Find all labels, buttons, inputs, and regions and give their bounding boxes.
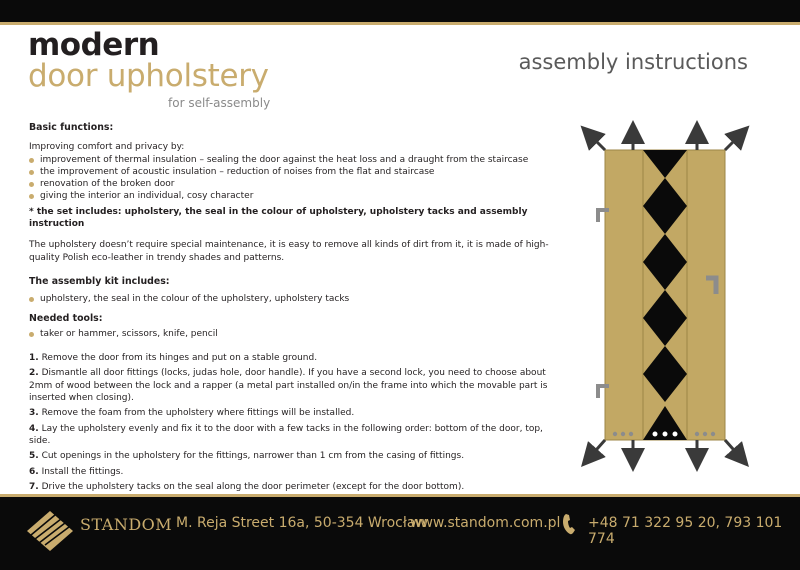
step-item: [29, 352, 549, 364]
basic-functions-heading: Basic functions:: [29, 122, 114, 133]
step-number: 3.: [29, 408, 39, 419]
brand-name: STANDOM: [80, 515, 173, 534]
top-bar: [0, 0, 800, 22]
step-number: 6.: [29, 466, 39, 477]
step-item: [29, 423, 549, 448]
instructions-content: [29, 122, 549, 493]
set-includes-note: * the set includes: upholstery, the seal in the colour of upholstery, upholstery tacks and assembly instruction: [29, 206, 528, 230]
list-item: giving the interior an individual, cosy character: [29, 190, 549, 202]
step-item: [29, 450, 549, 462]
step-number: 1.: [29, 353, 39, 364]
step-item: [29, 481, 549, 493]
basic-intro: Improving comfort and privacy by:: [29, 142, 185, 153]
phone-number[interactable]: +48 71 322 95 20, 793 101 774: [588, 515, 783, 547]
title-line-2: door upholstery: [28, 58, 269, 94]
top-accent-line: [0, 22, 800, 25]
list-item: renovation of the broken door: [29, 178, 549, 190]
list-item: improvement of thermal insulation – sealing the door against the heat loss and a draught from the staircase: [29, 154, 549, 166]
tools-list: [29, 328, 549, 340]
list-item: upholstery, the seal in the colour of the upholstery, upholstery tacks: [29, 293, 549, 305]
step-text: Lay the upholstery evenly and fix it to the door with a few tacks in the following order: bottom of the door, top, side.: [29, 423, 543, 446]
list-item: the improvement of acoustic insulation – reduction of noises from the flat and staircase: [29, 166, 549, 178]
standom-logo: [25, 509, 75, 553]
step-number: 5.: [29, 451, 39, 462]
kit-heading: The assembly kit includes:: [29, 275, 170, 287]
step-text: Remove the door from its hinges and put on a stable ground.: [41, 353, 318, 364]
step-text: Drive the upholstery tacks on the seal along the door perimeter (except for the door bottom).: [41, 481, 465, 492]
title-line-1: modern: [28, 27, 160, 63]
door-diagram: [575, 120, 765, 475]
basic-functions-list: [29, 154, 549, 203]
phone-icon: [562, 513, 578, 535]
kit-list: [29, 293, 549, 305]
step-text: Cut openings in the upholstery for the fittings, narrower than 1 cm from the casing of fittings.: [41, 451, 465, 462]
step-item: [29, 466, 549, 478]
step-text: Install the fittings.: [41, 466, 124, 477]
step-number: 4.: [29, 423, 39, 434]
address: M. Reja Street 16a, 50-354 Wrocław: [176, 515, 427, 531]
step-item: [29, 367, 549, 404]
step-item: [29, 407, 549, 419]
step-number: 2.: [29, 368, 39, 379]
list-item: taker or hammer, scissors, knife, pencil: [29, 328, 549, 340]
step-text: Remove the foam from the upholstery where fittings will be installed.: [41, 408, 355, 419]
assembly-instructions-title: assembly instructions: [518, 50, 748, 74]
website-link[interactable]: www.standom.com.pl: [410, 515, 561, 531]
maintenance-text: The upholstery doesn’t require special maintenance, it is easy to remove all kinds of dirt from it, it is made of high-quality Polish eco-leather in trendy shades and patterns.: [29, 240, 549, 263]
step-number: 7.: [29, 481, 39, 492]
tools-heading: Needed tools:: [29, 312, 103, 324]
subtitle: for self-assembly: [168, 96, 271, 110]
step-text: Dismantle all door fittings (locks, judas hole, door handle). If you have a second lock, you need to choose about 2mm of wood between the lock and a rapper (a metal part installed on/in the frame into which the movable part is inserted when closing).: [29, 368, 548, 404]
steps-list: [29, 352, 549, 493]
